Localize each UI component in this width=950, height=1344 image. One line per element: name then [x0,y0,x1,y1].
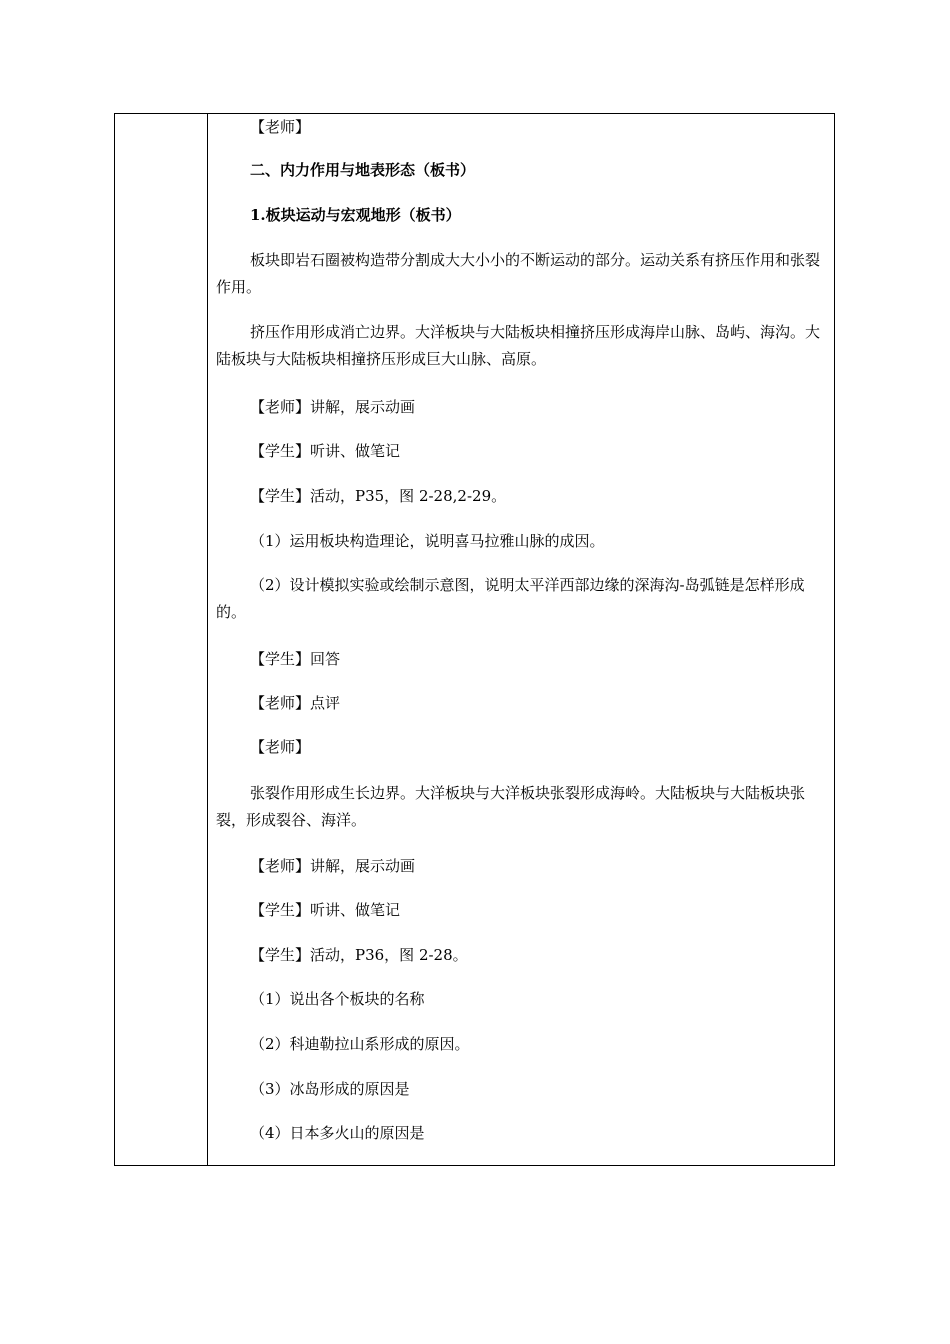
left-column-cell [115,114,208,1165]
paragraph-student-activity-1: 【学生】活动，P35，图 2-28,2-29。 [250,487,507,505]
paragraph-teacher-explain-2: 【老师】讲解，展示动画 [250,857,416,875]
subsection-heading: 1.板块运动与宏观地形（板书） [250,206,461,224]
paragraph-teacher-1: 【老师】 [250,118,311,136]
paragraph-teacher-2: 【老师】 [250,738,311,756]
paragraph-student-notes-2: 【学生】听讲、做笔记 [250,901,401,919]
paragraph-extension: 张裂作用形成生长边界。大洋板块与大洋板块张裂形成海岭。大陆板块与大陆板块张裂，形成裂谷、海洋。 [216,784,806,829]
section-heading: 二、内力作用与地表形态（板书） [250,161,476,179]
content-cell [208,114,836,1165]
paragraph-student-answer: 【学生】回答 [250,650,341,668]
paragraph-question-4: （2）科迪勒拉山系形成的原因。 [250,1035,470,1053]
paragraph-question-5: （3）冰岛形成的原因是 [250,1080,410,1098]
paragraph-compression: 挤压作用形成消亡边界。大洋板块与大陆板块相撞挤压形成海岸山脉、岛屿、海沟。大陆板块与大陆板块相撞挤压形成巨大山脉、高原。 [216,323,821,368]
paragraph-plate-definition: 板块即岩石圈被构造带分割成大大小小的不断运动的部分。运动关系有挤压作用和张裂作用。 [216,251,821,296]
paragraph-question-3: （1）说出各个板块的名称 [250,990,425,1008]
paragraph-student-activity-2: 【学生】活动，P36，图 2-28。 [250,946,468,964]
paragraph-teacher-explain-1: 【老师】讲解，展示动画 [250,398,416,416]
lesson-table [114,113,835,1166]
paragraph-question-6: （4）日本多火山的原因是 [250,1124,425,1142]
paragraph-question-1: （1）运用板块构造理论，说明喜马拉雅山脉的成因。 [250,532,605,550]
paragraph-teacher-comment: 【老师】点评 [250,694,341,712]
paragraph-student-notes-1: 【学生】听讲、做笔记 [250,442,401,460]
paragraph-question-2: （2）设计模拟实验或绘制示意图，说明太平洋西部边缘的深海沟-岛弧链是怎样形成的。 [216,576,805,621]
